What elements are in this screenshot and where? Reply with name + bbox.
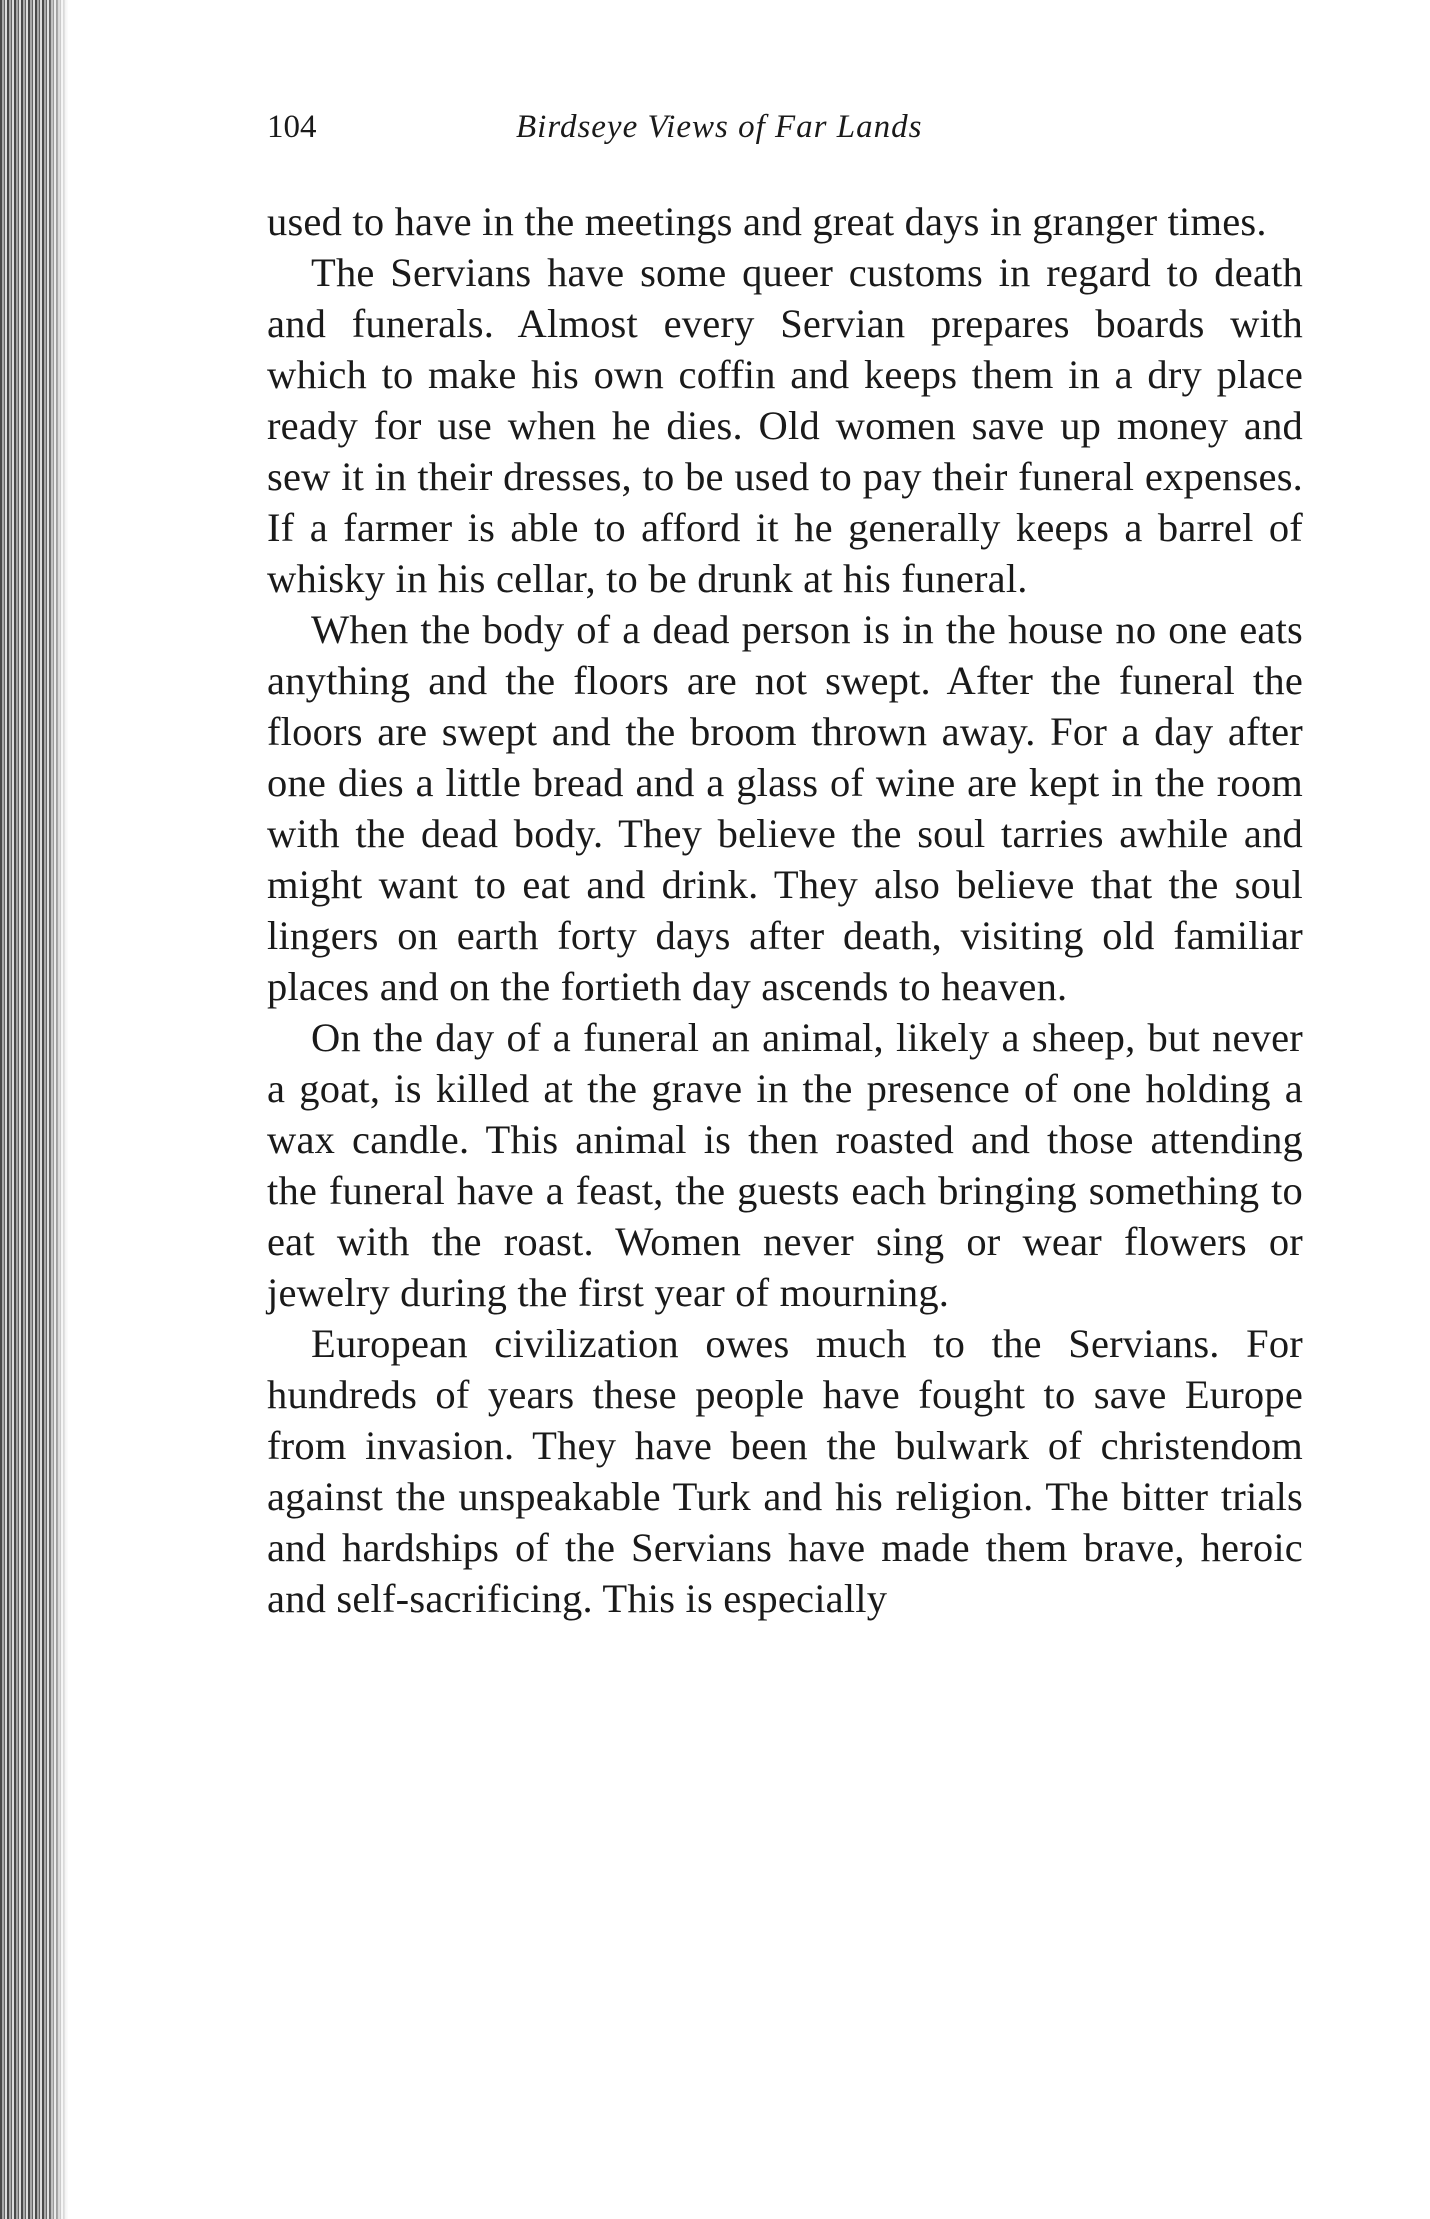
body-text: [267, 196, 1303, 1624]
paragraph-continued: used to have in the meetings and great days in granger times.: [267, 199, 1267, 244]
page-number: 104: [267, 109, 317, 145]
paragraph-european-civilization: European civilization owes much to the Servians. For hundreds of years these people have fought to save Europe from invasion. They have been the bulwark of christendom against the unspeakable Turk and his religion. The bitter trials and hardships of the Servians have made them brave, heroic and self-sacrificing. This is especially: [267, 1321, 1303, 1621]
paragraph-funeral-customs: The Servians have some queer customs in regard to death and funerals. Almost every Servian prepares boards with which to make his own coffin and keeps them in a dry place ready for use when he dies. Old women save up money and sew it in their dresses, to be used to pay their funeral expenses. If a farmer is able to afford it he generally keeps a barrel of whisky in his cellar, to be drunk at his funeral.: [267, 250, 1303, 601]
running-title: Birdseye Views of Far Lands: [516, 109, 923, 145]
paragraph-funeral-feast: On the day of a funeral an animal, likely a sheep, but never a goat, is killed at the grave in the presence of one holding a wax candle. This animal is then roasted and those attending the funeral have a feast, the guests each bringing something to eat with the roast. Women never sing or wear flowers or jewelry during the first year of mourning.: [267, 1015, 1303, 1315]
page-binding-edge: [0, 0, 68, 2219]
paragraph-dead-body-house: When the body of a dead person is in the house no one eats anything and the floors are not swept. After the funeral the floors are swept and the broom thrown away. For a day after one dies a little bread and a glass of wine are kept in the room with the dead body. They believe the soul tarries awhile and might want to eat and drink. They also believe that the soul lingers on earth forty days after death, visiting old familiar places and on the fortieth day ascends to heaven.: [267, 607, 1303, 1009]
page-header: [267, 102, 1067, 152]
